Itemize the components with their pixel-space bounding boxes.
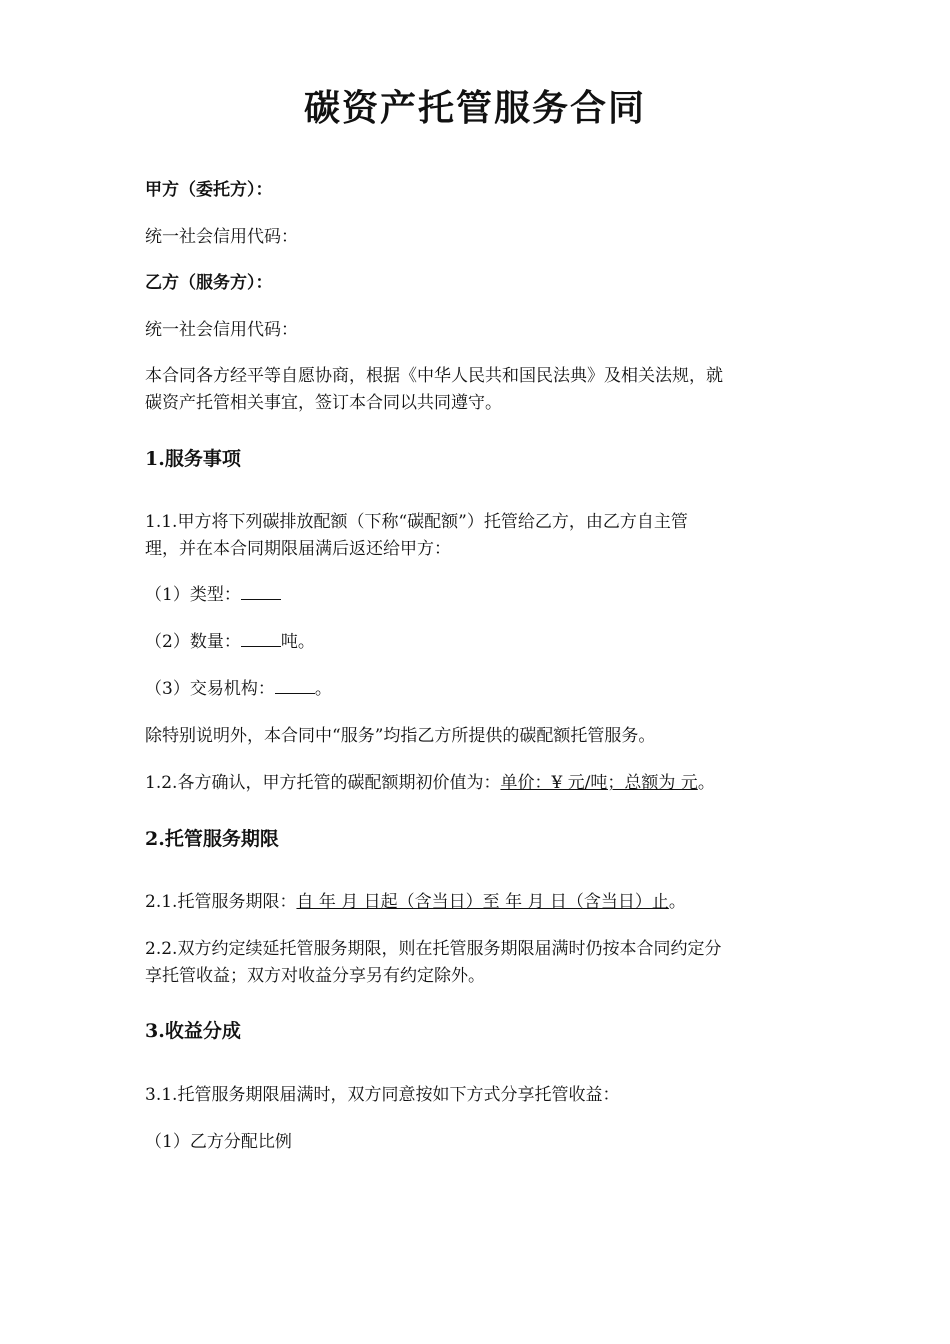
clause-1-2-suffix: 。 xyxy=(697,773,715,793)
clause-2-1 xyxy=(145,887,686,912)
item-exchange-blank xyxy=(275,679,315,694)
clause-2-2-line-2: 享托管收益；双方对收益分享另有约定除外。 xyxy=(145,966,485,986)
section-3-heading: 3.收益分成 xyxy=(145,1020,241,1042)
item-exchange-label: （3）交易机构： xyxy=(145,679,275,699)
clause-1-1-line-2: 理，并在本合同期限届满后返还给甲方： xyxy=(145,539,451,559)
section-1-heading: 1.服务事项 xyxy=(145,448,241,470)
clause-3-1: 3.1.托管服务期限届满时，双方同意按如下方式分享托管收益： xyxy=(145,1085,620,1105)
item-party-b-ratio: （1）乙方分配比例 xyxy=(145,1132,292,1152)
section-2-heading: 2.托管服务期限 xyxy=(145,828,279,850)
item-quantity-label: （2）数量： xyxy=(145,632,241,652)
party-a-label: 甲方（委托方）： xyxy=(145,180,273,200)
clause-2-1-suffix: 。 xyxy=(668,892,686,912)
item-quantity-blank xyxy=(241,632,281,647)
service-definition: 除特别说明外，本合同中“服务”均指乙方所提供的碳配额托管服务。 xyxy=(145,726,656,746)
item-type-label: （1）类型： xyxy=(145,585,241,605)
party-b-label: 乙方（服务方）： xyxy=(145,273,273,293)
clause-1-2-prefix: 1.2.各方确认，甲方托管的碳配额期初价值为： xyxy=(145,773,501,793)
clause-2-2-line-1: 2.2.双方约定续延托管服务期限，则在托管服务期限届满时仍按本合同约定分 xyxy=(145,939,722,959)
item-quantity xyxy=(145,627,315,652)
page-title: 碳资产托管服务合同 xyxy=(303,87,646,129)
preamble-line-2: 碳资产托管相关事宜，签订本合同以共同遵守。 xyxy=(145,393,502,413)
item-exchange xyxy=(145,674,332,699)
clause-1-2-value: 单价：¥ 元/吨；总额为 元 xyxy=(500,773,698,793)
item-quantity-suffix: 吨。 xyxy=(280,632,315,652)
party-b-credit-code: 统一社会信用代码： xyxy=(145,320,298,340)
item-type-blank xyxy=(241,585,281,600)
clause-1-2 xyxy=(145,768,715,793)
clause-2-1-prefix: 2.1.托管服务期限： xyxy=(145,892,297,912)
item-type xyxy=(145,580,281,605)
clause-1-1-line-1: 1.1.甲方将下列碳排放配额（下称“碳配额”）托管给乙方，由乙方自主管 xyxy=(145,512,688,532)
preamble-line-1: 本合同各方经平等自愿协商，根据《中华人民共和国民法典》及相关法规，就 xyxy=(145,366,723,386)
party-a-credit-code: 统一社会信用代码： xyxy=(145,227,298,247)
item-exchange-suffix: 。 xyxy=(314,679,332,699)
clause-2-1-value: 自 年 月 日起（含当日）至 年 月 日（含当日）止 xyxy=(296,892,669,912)
